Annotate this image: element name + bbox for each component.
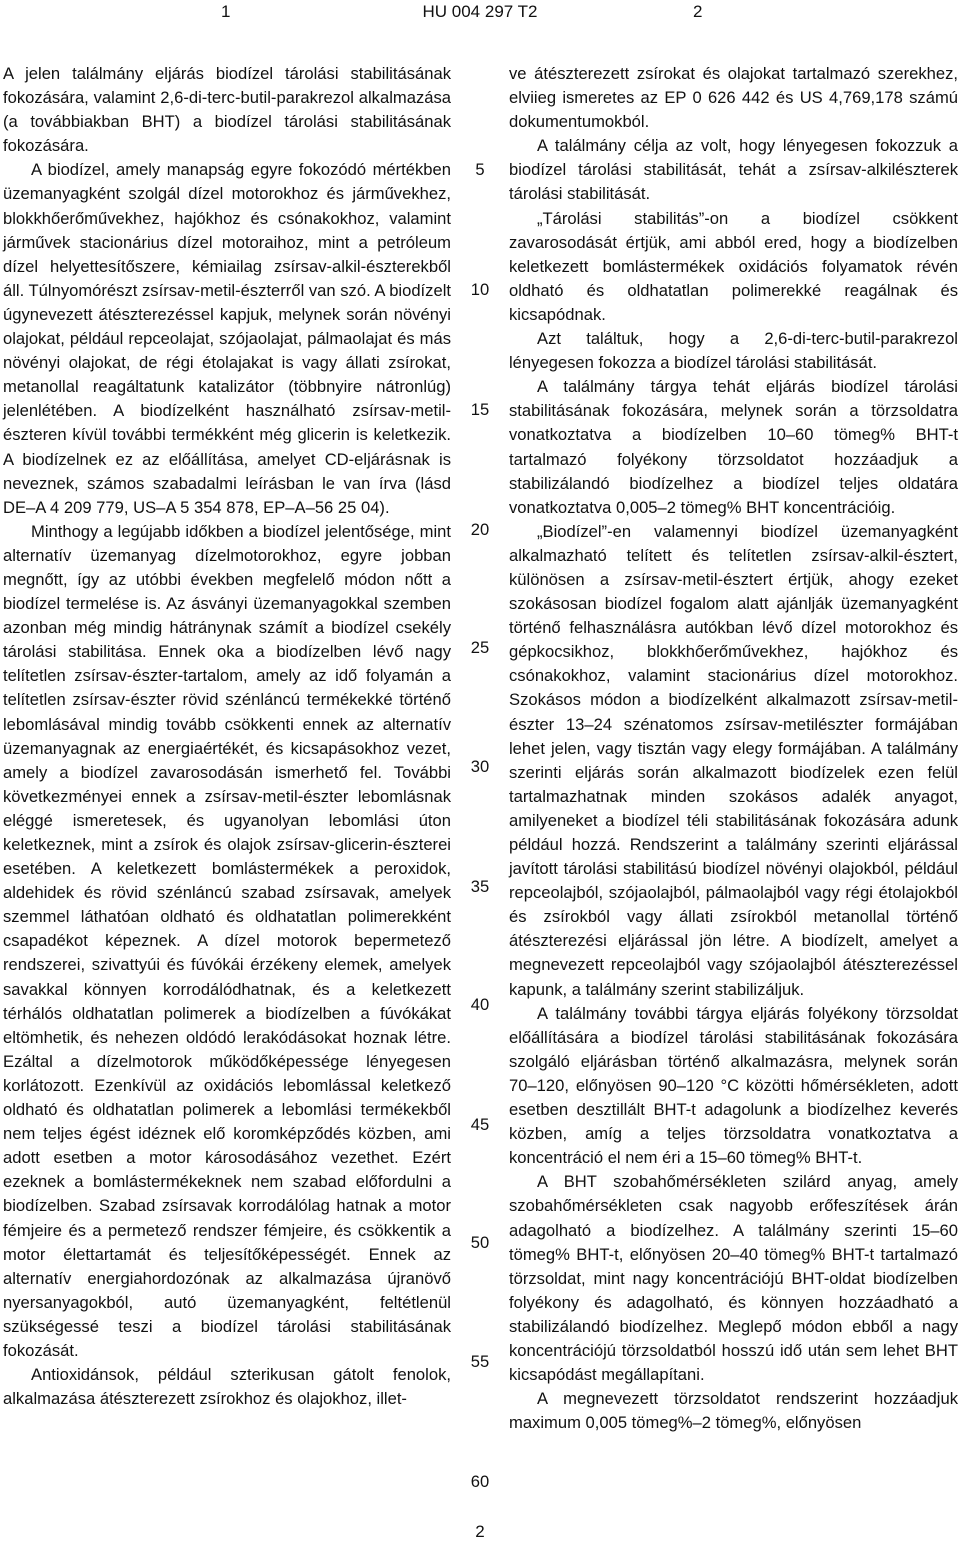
line-number: 45: [470, 1115, 490, 1134]
right-text-column: [509, 62, 958, 1435]
column-page-number-left: 1: [221, 2, 231, 21]
document-number: HU 004 297 T2: [422, 2, 538, 21]
paragraph: A jelen találmány eljárás biodízel tárolási stabilitásának fokozására, valamint 2,6-di-terc-butil-parakrezol alkalmazása (a továbbiakban BHT) a biodízel tárolási stabilitásának fokozására.: [3, 64, 451, 156]
line-number: 15: [470, 400, 490, 419]
paragraph: ve átészterezett zsírokat és olajokat tartalmazó szerekhez, elviieg ismeretes az EP 0 626 442 és US 4,769,178 számú dokumentumokból.: [509, 64, 958, 132]
line-number: 5: [475, 160, 485, 179]
line-number: 25: [470, 638, 490, 657]
paragraph: Minthogy a legújabb időkben a biodízel jelentősége, mint alternatív üzemanyag dízelmotorokhoz, egyre jobban megnőtt, így az utóbbi években megfelelő módon nőtt a biodízel termelése is. Az ásványi üzemanyagokkal szemben azonban még mindig hátránynak számít a biodízel csekély tárolási stabilitása. Ennek oka a biodízelben lévő nagy telítetlen zsírsav-észter-tartalom, amely az idő folyamán a telítetlen zsírsav-észter rövid szénláncú termékekké történő lebomlásával mindig tovább csökkenti ennek az alternatív üzemanyagnak az energiaértékét, és kicsapásokhoz vezet, amely a biodízel zavarosodásán ismerhető fel. További következményei ennek a zsírsav-metil-észter lebomlásnak eléggé ismeretesek, és ugyanolyan lebomlási úton keletkeznek, mint a zsírok és olajok zsírsav-glicerin-észterei esetében. A keletkezett bomlástermékek a peroxidok, aldehidek és rövid szénláncú szabad zsírsavak, amelyek szemmel láthatóan oldható és oldhatatlan polimerekként csapadékot képeznek. A dízel motorok bepermetező rendszerei, szivattyúi és fúvókái érzékeny elemek, amelyek savakkal könnyen korrodálódhatnak, és a keletkezett térhálós oldhatatlan polimerek a biodízelben a fúvókákat eltömhetik, és nehezen oldódó lerakódásokat hoznak létre. Ezáltal a dízelmotorok működőképessége lényegesen korlátozott. Ezenkívül az oxidációs lebomlással keletkező oldható és oldhatatlan polimerek a lebomlási termékekből nem teljes égést idéznek elő koromképződés közben, ami adott esetben a motor károsodásához vezethet. Ezért ezeknek a bomlástermékeknek nem szabad előfordulni a biodízelben. Szabad zsírsavak korrodálólag hatnak a motor fémjeire és a permetező rendszer fémjeire, és csökkentik a motor élettartamát és teljesítőképességét. Ennek az alternatív energiahordozónak az alkalmazása újranövő nyersanyagokból, autó üzemanyagként, feltétlenül szükségessé teszi a biodízel tárolási stabilitásának fokozását.: [3, 521, 451, 1360]
paragraph: Azt találtuk, hogy a 2,6-di-terc-butil-parakrezol lényegesen fokozza a biodízel tárolási stabilitását.: [509, 329, 958, 373]
paragraph: „Biodízel”-en valamennyi biodízel üzemanyagként alkalmazható telített és telítetlen zsírsav-alkil-észtert, különösen a zsírsav-metil-észtert értjük, ahogy ezeket szokásosan biodízel fogalom alatt ajánlják üzemanyagként történő felhasználásra autókban lévő dízel motorokhoz és gépkocsikhoz, blokkhőerőművekhez, hajókhoz és csónakokhoz, valamint stacionárius dízel motorokhoz. Szokásos módon a biodízelként alkalmazott zsírsav-metil-észter 13–24 szénatomos zsírsav-metilészter formájában lehet jelen, vagy tisztán vagy elegy formájában. A találmány szerinti eljárás során alkalmazott biodízelek ezen felül tartalmazhatnak minden szokásos adalék anyagot, amilyeneket a biodízel téli stabilitásának fokozására adunk például hozzá. Rendszerint a találmány szerinti eljárással javított tárolási stabilitású biodízel növényi olajokból, például repceolajból, szójaolajból, pálmaolajból vagy régi étolajokból és zsírokból vagy állati zsírokból metanollal történő átészterezési eljárással jön létre. A biodízelt, amelyet a megnevezett repceolajból vagy szójaolajból átészterezéssel kapunk, a találmány szerint stabilizáljuk.: [509, 521, 958, 999]
paragraph: A biodízel, amely manapság egyre fokozódó mértékben üzemanyagként szolgál dízel motorokhoz és járművekhez, blokkhőerőművekhez, hajókhoz és csónakokhoz, valamint járművek stacionárius dízel motoraihoz, mint a petróleum dízel helyettesítőszere, kémiailag zsírsav-alkil-észterekből áll. Túlnyomórészt zsírsav-metil-észterről van szó. A biodízelt úgynevezett átészterezéssel kapjuk, melynek során növényi olajokat, például repceolajat, szójaolajat, pálmaolajat és más növényi olajokat, de régi étolajakat is vagy állati zsírokat, metanollal reagáltatunk katalizátor (többnyire nátronlúg) jelenlétében. A biodízelként használható zsírsav-metil-észteren kívül további termékként még glicerin is keletkezik. A biodízelnek ez az előállítása, amelyet CD-eljárásnak is neveznek, számos szabadalmi leírásban le van írva (lásd DE–A 4 209 779, US–A 5 354 878, EP–A–56 25 04).: [3, 160, 451, 517]
line-number: 50: [470, 1233, 490, 1252]
line-number: 40: [470, 995, 490, 1014]
paragraph: A BHT szobahőmérsékleten szilárd anyag, amely szobahőmérsékleten csak nagyobb erőfeszítések árán adagolható a biodízelhez. A találmány szerinti 15–60 tömeg% BHT-t, előnyösen 20–40 tömeg% BHT-t tartalmazó törzsoldat, mint nagy koncentrációjú BHT-oldat biodízelben folyékony és adagolható, és könnyen hozzáadható a stabilizálandó biodízelhez. Meglepő módon ebből a nagy koncentrációjú törzsoldatból hosszú idő után sem lehet BHT kicsapódást megállapítani.: [509, 1172, 958, 1385]
left-text-column: [3, 62, 451, 1411]
line-number: 20: [470, 520, 490, 539]
line-number: 10: [470, 280, 490, 299]
line-number: 30: [470, 757, 490, 776]
paragraph: „Tárolási stabilitás”-on a biodízel csökkent zavarosodását értjük, ami abból ered, hogy a biodízelben keletkezett bomlástermékek oxidációs folyamatok révén oldható és oldhatatlan polimerekké reagálnak és kicsapódnak.: [509, 208, 958, 324]
paragraph: A megnevezett törzsoldatot rendszerint hozzáadjuk maximum 0,005 tömeg%–2 tömeg%, előnyösen: [509, 1389, 958, 1433]
line-number: 55: [470, 1352, 490, 1371]
page-footer-number: 2: [475, 1522, 485, 1541]
paragraph: A találmány további tárgya eljárás folyékony törzsoldat előállítására a biodízel tárolási stabilitásának fokozására szolgáló eljárásban történő alkalmazásra, melynek során 70–120, előnyösen 90–120 °C közötti hőmérsékleten, adott esetben desztillált BHT-t adagolunk a biodízelhez keverés közben, amíg a teljes törzsoldatra vonatkoztatva a koncentráció el nem éri a 15–60 tömeg% BHT-t.: [509, 1003, 958, 1168]
paragraph: Antioxidánsok, például szterikusan gátolt fenolok, alkalmazása átészterezett zsírokhoz és olajokhoz, illet-: [3, 1365, 451, 1409]
paragraph: A találmány célja az volt, hogy lényegesen fokozzuk a biodízel tárolási stabilitását, tehát a zsírsav-alkilészterek tárolási stabilitását.: [509, 136, 958, 204]
column-page-number-right: 2: [693, 2, 703, 21]
line-number: 60: [470, 1472, 490, 1491]
paragraph: A találmány tárgya tehát eljárás biodízel tárolási stabilitásának fokozására, melynek során a törzsoldatra vonatkoztatva a biodízelben 10–60 tömeg% BHT-t tartalmazó folyékony törzsoldatot hozzáadjuk a stabilizálandó biodízelhez a biodízel teljes oldatára vonatkoztatva 0,005–2 tömeg% BHT koncentrációig.: [509, 377, 958, 517]
line-number: 35: [470, 877, 490, 896]
page-header: [0, 0, 960, 40]
